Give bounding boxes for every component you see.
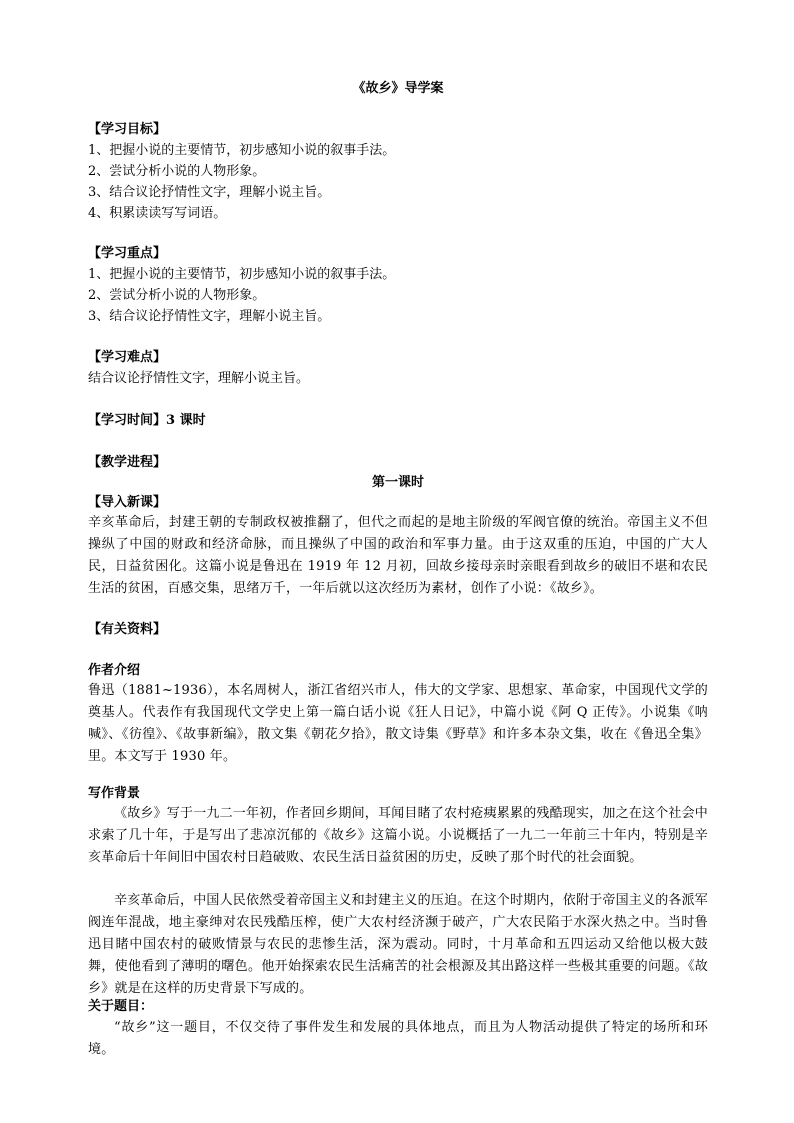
background-paragraph-1: 《故乡》写于一九二一年初，作者回乡期间，耳闻目睹了农村疮痍累累的残酷现实，加之在这个社会中求索了几十年，于是写出了悲凉沉郁的《故乡》这篇小说。小说概括了一九二一年前三十年内，特别是辛亥革命后十年间旧中国农村日趋破败、农民生活日益贫困的历史，反映了那个时代的社会面貌。 xyxy=(88,806,709,865)
key-point-item: 1、把握小说的主要情节，初步感知小说的叙事手法。 xyxy=(88,267,396,282)
process-heading: 【教学进程】 xyxy=(88,455,167,470)
page-title: 《故乡》导学案 xyxy=(352,81,444,96)
time-heading: 【学习时间】3 课时 xyxy=(88,413,206,428)
difficulties-text: 结合议论抒情性文字，理解小说主旨。 xyxy=(88,371,310,386)
key-point-item: 2、尝试分析小说的人物形象。 xyxy=(88,288,266,303)
difficulties-heading: 【学习难点】 xyxy=(88,350,167,365)
topic-paragraph: “故乡”这一题目，不仅交待了事件发生和发展的具体地点，而且为人物活动提供了特定的场所和环境。 xyxy=(88,1020,708,1057)
objective-item: 2、尝试分析小说的人物形象。 xyxy=(88,164,266,179)
intro-heading: 【导入新课】 xyxy=(88,495,167,510)
intro-paragraph: 辛亥革命后，封建王朝的专制政权被推翻了，但代之而起的是地主阶级的军阀官僚的统治。帝国主义不但操纵了中国的财政和经济命脉，而且操纵了中国的政治和军事力量。由于这双重的压迫，中国的广大人民，日益贫困化。这篇小说是鲁迅在 1919 年 12 月初，回故乡接母亲时亲眼看到故乡的破旧不堪和农民生活的贫困，百感交集，思绪万千，一年后就以这次经历为素材，创作了小说：《故乡》。 xyxy=(88,515,708,596)
objective-item: 3、结合议论抒情性文字，理解小说主旨。 xyxy=(88,185,331,200)
author-paragraph: 鲁迅（1881~1936），本名周树人，浙江省绍兴市人，伟大的文学家、思想家、革命家，中国现代文学的奠基人。代表作有我国现代文学史上第一篇白话小说《狂人日记》，中篇小说《阿 Q 正传》。小说集《呐喊》、《彷徨》、《故事新编》，散文集《朝花夕拾》，散文诗集《野草》和许多本杂文集，收在《鲁迅全集》里。本文写于 1930 年。 xyxy=(88,683,708,764)
background-paragraph-2: 辛亥革命后，中国人民依然受着帝国主义和封建主义的压迫。在这个时期内，依附于帝国主义的各派军阀连年混战，地主豪绅对农民残酷压榨，使广大农村经济濒于破产，广大农民陷于水深火热之中。当时鲁迅目睹中国农村的破败情景与农民的悲惨生活，深为震动。同时，十月革命和五四运动又给他以极大鼓舞，使他看到了薄明的曙色。他开始探索农民生活痛苦的社会根源及其出路这样一些极其重要的问题。《故乡》就是在这样的历史背景下写成的。 xyxy=(88,893,709,996)
objective-item: 4、积累读读写写词语。 xyxy=(88,206,227,221)
objective-item: 1、把握小说的主要情节，初步感知小说的叙事手法。 xyxy=(88,143,396,158)
author-heading: 作者介绍 xyxy=(88,663,141,678)
objectives-heading: 【学习目标】 xyxy=(88,122,167,137)
topic-heading: 关于题目： xyxy=(88,999,154,1014)
key-point-item: 3、结合议论抒情性文字，理解小说主旨。 xyxy=(88,309,331,324)
materials-heading: 【有关资料】 xyxy=(88,622,167,637)
key-points-heading: 【学习重点】 xyxy=(88,246,167,261)
background-heading: 写作背景 xyxy=(88,786,141,801)
lesson-title: 第一课时 xyxy=(371,475,424,490)
